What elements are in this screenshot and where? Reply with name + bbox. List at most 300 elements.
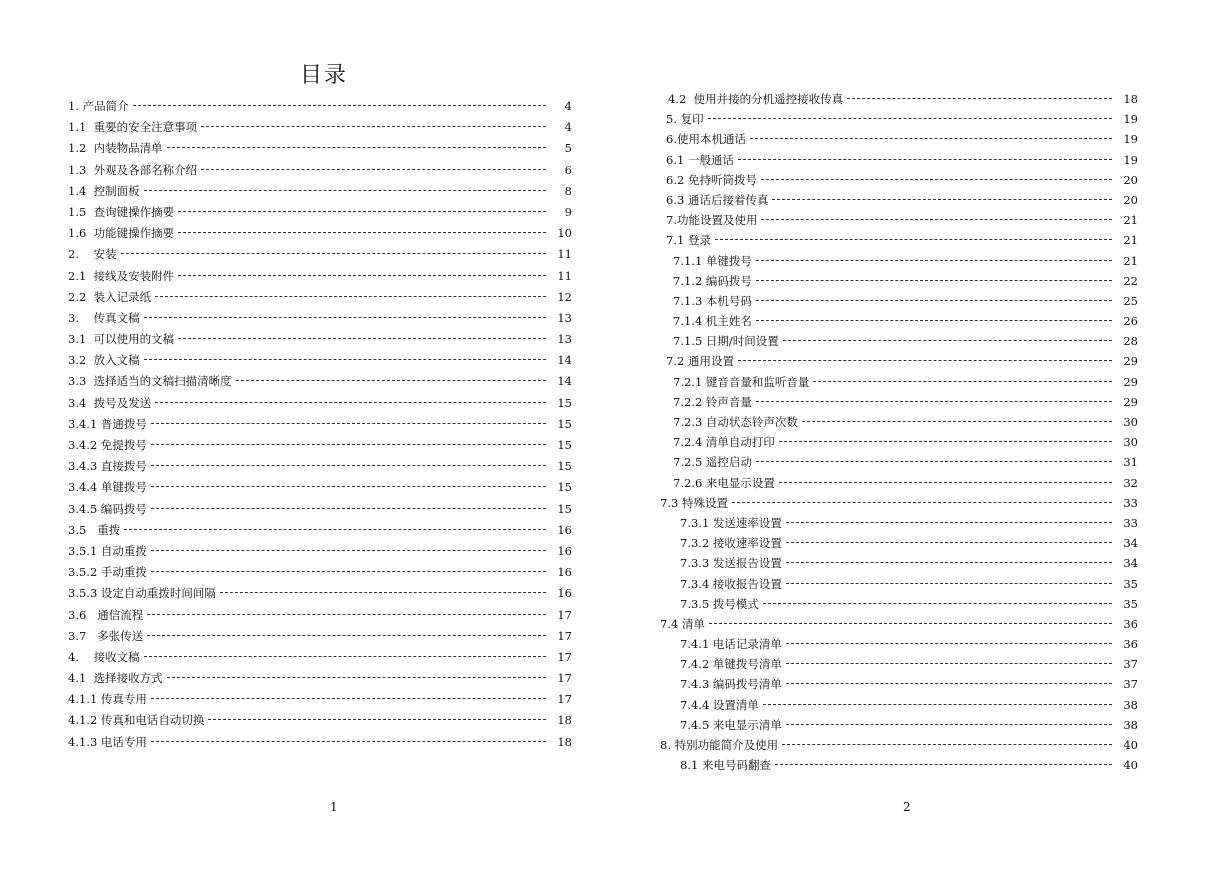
toc-entry[interactable] (68, 181, 572, 202)
toc-entry-page: 16 (557, 565, 572, 580)
toc-entry-number: 2.2 (68, 289, 87, 304)
toc-entry-number: 3. (68, 310, 79, 325)
toc-entry[interactable] (660, 574, 1138, 594)
toc-entry-page: 38 (1123, 717, 1138, 732)
toc-entry[interactable] (68, 371, 572, 392)
toc-entry-page: 15 (557, 501, 572, 516)
toc-entry-label: 编码拨号 (97, 501, 147, 516)
toc-entry-label: 来电号码翻查 (698, 758, 771, 773)
toc-entry-label: 电话专用 (97, 734, 147, 749)
toc-entry-number: 2. (68, 247, 79, 262)
toc-entry-label: 直接拨号 (97, 459, 147, 474)
left-page-number: 1 (330, 800, 338, 814)
toc-entry-number: 1.1 (68, 120, 87, 135)
toc-entry[interactable] (660, 170, 1138, 190)
toc-entry[interactable] (68, 732, 572, 753)
toc-entry-page: 29 (1123, 374, 1138, 389)
toc-entry-page: 36 (1123, 616, 1138, 631)
toc-entry-number: 1.6 (68, 226, 87, 241)
toc-leader-dashes (772, 199, 1112, 200)
toc-entry-number: 7.2.4 (673, 435, 703, 450)
toc-entry-page: 4 (564, 120, 572, 135)
toc-entry-label: 自动状态铃声次数 (702, 415, 798, 429)
toc-entry-label: 清单 (678, 616, 705, 631)
toc-entry-page: 15 (557, 416, 572, 431)
toc-entry-page: 26 (1123, 314, 1138, 329)
toc-entry[interactable] (68, 562, 572, 583)
toc-entry-label: 安装 (78, 247, 117, 262)
toc-entry-page: 12 (557, 289, 572, 304)
toc-entry-label: 传真文稿 (78, 310, 140, 325)
toc-entry-page: 15 (557, 438, 572, 452)
toc-leader-dashes (178, 211, 546, 212)
toc-entry-number: 3.5.3 (68, 586, 98, 601)
toc-entry-page: 28 (1123, 334, 1138, 349)
toc-entry-number: 7. (666, 213, 677, 228)
toc-entry-page: 25 (1123, 293, 1138, 308)
toc-leader-dashes (147, 635, 546, 636)
toc-entry-number: 6.1 (666, 152, 685, 167)
toc-entry-page: 5 (564, 141, 572, 156)
toc-entry-label: 遥控启动 (702, 455, 752, 470)
toc-entry[interactable] (660, 210, 1138, 230)
toc-entry[interactable] (68, 160, 572, 181)
toc-entry-label: 发送报告设置 (709, 556, 782, 571)
toc-leader-dashes (750, 138, 1112, 139)
toc-entry-number: 4.1 (68, 671, 87, 686)
toc-leader-dashes (756, 300, 1112, 301)
toc-entry-number: 3.3 (68, 374, 87, 389)
toc-leader-dashes (121, 253, 546, 254)
toc-entry[interactable] (660, 493, 1138, 513)
toc-entry[interactable] (68, 583, 572, 604)
toc-entry[interactable] (68, 287, 572, 308)
toc-entry-page: 16 (557, 522, 572, 537)
toc-entry[interactable] (660, 412, 1138, 432)
toc-entry-page: 31 (1123, 455, 1138, 470)
toc-entry-number: 3.4.5 (68, 501, 98, 516)
toc-entry-number: 6. (666, 132, 677, 147)
toc-leader-dashes (813, 381, 1112, 382)
toc-entry[interactable] (660, 372, 1138, 392)
toc-entry[interactable] (660, 271, 1138, 291)
toc-entry-page: 33 (1123, 515, 1138, 530)
toc-entry-label: 功能键操作摘要 (86, 226, 175, 241)
toc-entry-label: 外观及各部名称介绍 (86, 162, 198, 177)
toc-entry-page: 34 (1123, 556, 1138, 571)
toc-leader-dashes (151, 444, 546, 445)
toc-leader-dashes (178, 275, 546, 276)
toc-entry[interactable] (68, 710, 572, 731)
toc-entry-page: 35 (1123, 576, 1138, 591)
toc-leader-dashes (732, 502, 1112, 503)
toc-leader-dashes (786, 724, 1112, 725)
toc-entry-label: 通信流程 (86, 607, 144, 622)
toc-entry[interactable] (68, 329, 572, 350)
toc-title: 目录 (300, 63, 349, 88)
toc-entry-page: 21 (1123, 233, 1138, 248)
toc-leader-dashes (786, 643, 1112, 644)
toc-leader-dashes (782, 744, 1112, 745)
toc-leader-dashes (151, 465, 546, 466)
toc-entry-page: 20 (1123, 172, 1138, 187)
toc-entry[interactable] (660, 432, 1138, 452)
right-page-number: 2 (903, 800, 911, 814)
toc-entry-label: 通话后接着传真 (684, 192, 769, 207)
toc-entry-number: 7.1.4 (673, 314, 703, 329)
toc-entry-number: 4.1.2 (68, 713, 98, 728)
toc-entry-page: 6 (564, 162, 572, 177)
toc-entry[interactable] (660, 695, 1138, 715)
toc-leader-dashes (756, 401, 1112, 402)
toc-entry-page: 40 (1123, 738, 1138, 752)
toc-entry-label: 设定自动重拨时间间隔 (97, 586, 216, 601)
toc-entry-page: 34 (1123, 536, 1138, 551)
toc-entry-label: 接收文稿 (78, 649, 140, 664)
toc-entry-number: 4.1.1 (68, 692, 98, 707)
toc-leader-dashes (786, 583, 1112, 584)
toc-entry[interactable] (68, 689, 572, 710)
toc-entry[interactable] (660, 553, 1138, 573)
toc-entry-number: 7.4.1 (680, 637, 710, 652)
toc-entry[interactable] (68, 96, 572, 117)
toc-leader-dashes (756, 280, 1112, 281)
toc-entry-label: 登录 (684, 233, 711, 248)
toc-entry-number: 7.3 (660, 495, 679, 510)
toc-entry-number: 7.4.4 (680, 697, 710, 712)
toc-entry-page: 38 (1123, 697, 1138, 712)
toc-entry-page: 22 (1123, 273, 1138, 288)
toc-entry-number: 7.2.3 (673, 415, 703, 429)
toc-entry[interactable] (68, 520, 572, 541)
toc-entry-number: 8.1 (680, 758, 699, 773)
toc-leader-dashes (208, 719, 546, 720)
toc-entry-page: 33 (1123, 495, 1138, 510)
toc-entry[interactable] (660, 129, 1138, 149)
toc-entry-page: 19 (1123, 152, 1138, 167)
toc-entry-label: 键音音量和监听音量 (702, 374, 810, 389)
toc-leader-dashes (786, 522, 1112, 523)
toc-entry-number: 7.4 (660, 616, 679, 631)
toc-entry-page: 15 (557, 480, 572, 495)
toc-entry[interactable] (660, 251, 1138, 271)
toc-entry[interactable] (660, 513, 1138, 533)
toc-entry-number: 1.3 (68, 162, 87, 177)
toc-entry-label: 传真专用 (97, 692, 147, 707)
toc-entry-label: 选择适当的文稿扫描清晰度 (86, 374, 232, 389)
toc-entry-label: 来电显示清单 (709, 717, 782, 732)
toc-entry-label: 特殊设置 (678, 495, 728, 510)
toc-leader-dashes (786, 683, 1112, 684)
toc-entry-number: 1.2 (68, 141, 87, 156)
toc-entry-page: 36 (1123, 637, 1138, 652)
toc-entry-label: 编码拨号 (702, 273, 752, 288)
toc-entry[interactable] (660, 533, 1138, 553)
toc-entry-number: 7.4.2 (680, 657, 710, 672)
toc-entry-label: 单键拨号 (97, 480, 147, 495)
toc-leader-dashes (151, 698, 546, 699)
toc-entry-page: 40 (1123, 758, 1138, 773)
toc-entry-label: 单键拨号清单 (709, 657, 782, 672)
toc-entry[interactable] (660, 311, 1138, 331)
toc-entry[interactable] (660, 351, 1138, 371)
toc-entry[interactable] (68, 138, 572, 159)
toc-entry-page: 18 (1123, 92, 1138, 106)
toc-entry-label: 来电显示设置 (702, 475, 775, 490)
toc-entry-label: 放入文稿 (86, 353, 140, 368)
toc-entry-label: 可以使用的文稿 (86, 332, 175, 347)
toc-entry-number: 3.4 (68, 395, 87, 410)
toc-entry-number: 1. (68, 99, 79, 113)
toc-entry[interactable] (68, 223, 572, 244)
toc-leader-dashes (144, 317, 546, 318)
toc-leader-dashes (708, 118, 1112, 119)
toc-leader-dashes (763, 603, 1112, 604)
toc-entry-label: 使用本机通话 (676, 132, 746, 147)
toc-entry-number: 6.2 (666, 172, 685, 187)
toc-leader-dashes (779, 482, 1112, 483)
toc-entry-label: 控制面板 (86, 183, 140, 198)
toc-leader-dashes (756, 320, 1112, 321)
toc-leader-dashes (761, 179, 1112, 180)
toc-entry[interactable] (68, 308, 572, 329)
toc-entry[interactable] (660, 331, 1138, 351)
toc-entry-label: 复印 (676, 112, 704, 127)
toc-entry-number: 7.4.3 (680, 677, 710, 692)
toc-entry-page: 11 (557, 247, 572, 262)
toc-entry-label: 装入记录纸 (86, 289, 152, 304)
toc-entry[interactable] (660, 291, 1138, 311)
toc-entry-label: 一般通话 (684, 152, 734, 167)
toc-entry-number: 3.4.4 (68, 480, 98, 495)
toc-entry-label: 重拨 (86, 522, 121, 537)
toc-leader-dashes (715, 239, 1112, 240)
toc-entry-number: 7.2 (666, 354, 685, 369)
toc-entry-page: 17 (557, 628, 572, 643)
toc-entry-number: 3.5 (68, 522, 87, 537)
toc-entry-page: 17 (557, 607, 572, 622)
toc-entry-page: 14 (557, 374, 572, 389)
toc-leader-dashes (847, 98, 1112, 99)
toc-entry[interactable] (68, 202, 572, 223)
toc-entry-page: 13 (557, 332, 572, 347)
toc-entry-page: 19 (1123, 132, 1138, 147)
toc-entry-number: 8. (660, 738, 671, 752)
toc-entry-number: 3.6 (68, 607, 87, 622)
toc-entry-number: 3.5.2 (68, 565, 98, 580)
toc-entry-label: 日期/时间设置 (702, 334, 779, 349)
toc-entry[interactable] (660, 89, 1138, 109)
right-page (614, 0, 1228, 870)
toc-entry[interactable] (660, 634, 1138, 654)
toc-entry-label: 特别功能简介及使用 (670, 738, 779, 752)
toc-entry-number: 7.4.5 (680, 717, 710, 732)
toc-leader-dashes (144, 359, 546, 360)
toc-entry-label: 自动重拨 (97, 543, 147, 558)
toc-entry-number: 7.2.5 (673, 455, 703, 470)
toc-entry-page: 32 (1123, 475, 1138, 490)
toc-entry-page: 16 (557, 586, 572, 601)
toc-entry-page: 29 (1123, 354, 1138, 369)
toc-leader-dashes (144, 656, 546, 657)
toc-entry[interactable] (68, 541, 572, 562)
toc-entry-number: 3.4.1 (68, 416, 98, 431)
toc-leader-dashes (802, 421, 1112, 422)
toc-leader-dashes (178, 338, 546, 339)
toc-entry[interactable] (660, 735, 1138, 755)
toc-entry-label: 单键拨号 (702, 253, 752, 268)
toc-leader-dashes (738, 360, 1112, 361)
toc-entry-number: 1.4 (68, 183, 87, 198)
toc-entry-number: 3.7 (68, 628, 87, 643)
toc-leader-dashes (775, 764, 1112, 765)
toc-entry-label: 查询键操作摘要 (86, 204, 175, 219)
toc-entry-number: 1.5 (68, 204, 87, 219)
toc-leader-dashes (201, 169, 546, 170)
toc-leader-dashes (756, 461, 1112, 462)
toc-leader-dashes (151, 741, 546, 742)
toc-entry[interactable] (68, 605, 572, 626)
toc-entry[interactable] (660, 392, 1138, 412)
toc-leader-dashes (144, 190, 546, 191)
toc-leader-dashes (783, 340, 1112, 341)
toc-entry[interactable] (68, 477, 572, 498)
toc-entry[interactable] (68, 244, 572, 265)
toc-entry-label: 接收报告设置 (709, 576, 782, 591)
toc-entry-number: 7.3.1 (680, 515, 710, 530)
toc-entry[interactable] (660, 614, 1138, 634)
toc-leader-dashes (786, 663, 1112, 664)
toc-entry-page: 17 (557, 671, 572, 686)
toc-entry-label: 手动重拨 (97, 565, 147, 580)
toc-entry-label: 产品简介 (78, 99, 129, 113)
toc-entry[interactable] (660, 715, 1138, 735)
toc-entry-label: 机主姓名 (702, 314, 752, 329)
toc-leader-dashes (151, 508, 546, 509)
toc-entry-label: 铃声音量 (702, 394, 752, 409)
toc-entry-number: 7.1.1 (673, 253, 703, 268)
toc-entry-label: 免持听筒拨号 (684, 172, 757, 187)
toc-leader-dashes (167, 677, 546, 678)
toc-entry[interactable] (68, 393, 572, 414)
toc-leader-dashes (763, 704, 1112, 705)
toc-entry-page: 18 (557, 734, 572, 749)
toc-entry-page: 17 (557, 649, 572, 664)
toc-entry[interactable] (660, 473, 1138, 493)
toc-entry-number: 7.2.6 (673, 475, 703, 490)
toc-entry-page: 18 (557, 713, 572, 728)
toc-leader-dashes (738, 159, 1112, 160)
toc-entry-page: 30 (1123, 415, 1138, 429)
toc-entry-label: 发送速率设置 (709, 515, 782, 530)
toc-entry[interactable] (68, 499, 572, 520)
toc-entry-number: 7.1.2 (673, 273, 703, 288)
toc-entry-page: 10 (557, 226, 572, 241)
toc-entry[interactable] (68, 647, 572, 668)
toc-leader-dashes (151, 550, 546, 551)
toc-entry-number: 2.1 (68, 268, 87, 283)
toc-entry[interactable] (660, 230, 1138, 250)
toc-leader-dashes (151, 423, 546, 424)
toc-entry-label: 传真和电话自动切换 (97, 713, 205, 728)
toc-entry[interactable] (660, 452, 1138, 472)
toc-entry-page: 4 (564, 99, 572, 113)
toc-entry[interactable] (68, 266, 572, 287)
toc-entry[interactable] (68, 350, 572, 371)
toc-entry[interactable] (660, 594, 1138, 614)
toc-leader-dashes (761, 219, 1112, 220)
toc-entry-number: 6.3 (666, 192, 685, 207)
toc-entry-number: 7.2.2 (673, 394, 703, 409)
toc-entry[interactable] (68, 117, 572, 138)
toc-entry-number: 3.2 (68, 353, 87, 368)
toc-entry-number: 5. (666, 112, 677, 127)
toc-entry-page: 19 (1123, 112, 1138, 127)
toc-entry-label: 接线及安装附件 (86, 268, 175, 283)
toc-entry[interactable] (660, 755, 1138, 775)
toc-entry[interactable] (660, 109, 1138, 129)
toc-entry-page: 37 (1123, 677, 1138, 692)
toc-entry-label: 功能设置及使用 (676, 213, 758, 228)
toc-entry[interactable] (68, 668, 572, 689)
toc-entry-number: 7.3.4 (680, 576, 710, 591)
toc-entry-label: 拨号模式 (709, 596, 759, 611)
toc-entry-number: 7.3.2 (680, 536, 710, 551)
toc-entry[interactable] (68, 414, 572, 435)
toc-entry-page: 37 (1123, 657, 1138, 672)
toc-entry-label: 拨号及发送 (86, 395, 152, 410)
toc-entry-number: 4.1.3 (68, 734, 98, 749)
toc-leader-dashes (756, 260, 1112, 261)
toc-entry-number: 3.5.1 (68, 543, 98, 558)
toc-entry[interactable] (68, 435, 572, 456)
toc-entry-page: 15 (557, 459, 572, 474)
toc-entry-label: 选择接收方式 (86, 671, 163, 686)
toc-entry-page: 13 (557, 310, 572, 325)
toc-entry-number: 4.2 (668, 92, 687, 106)
toc-entry-page: 9 (564, 204, 572, 219)
toc-entry-label: 设置清单 (709, 697, 759, 712)
toc-entry-page: 15 (557, 395, 572, 410)
toc-entry-page: 21 (1123, 253, 1138, 268)
toc-entry[interactable] (660, 654, 1138, 674)
toc-entry-page: 14 (557, 353, 572, 368)
toc-entry-number: 4. (68, 649, 79, 664)
toc-entry-label: 免提拨号 (97, 438, 147, 452)
toc-leader-dashes (124, 529, 546, 530)
toc-entry-label: 清单自动打印 (702, 435, 775, 450)
toc-entry-label: 多张传送 (86, 628, 144, 643)
toc-entry-label: 使用并接的分机遥控接收传真 (686, 92, 844, 106)
toc-entry-page: 29 (1123, 394, 1138, 409)
toc-entry[interactable] (68, 456, 572, 477)
toc-entry[interactable] (660, 150, 1138, 170)
toc-entry[interactable] (68, 626, 572, 647)
toc-leader-dashes (709, 623, 1112, 624)
toc-entry-page: 16 (557, 543, 572, 558)
toc-entry-label: 编码拨号清单 (709, 677, 782, 692)
toc-entry-page: 30 (1123, 435, 1138, 450)
toc-entry[interactable] (660, 190, 1138, 210)
toc-entry-label: 内装物品清单 (86, 141, 163, 156)
toc-leader-dashes (167, 147, 546, 148)
toc-leader-dashes (786, 562, 1112, 563)
toc-entry-label: 接收速率设置 (709, 536, 782, 551)
toc-entry[interactable] (660, 674, 1138, 694)
toc-entry-label: 普通拨号 (97, 416, 147, 431)
left-toc-list (68, 96, 572, 753)
toc-entry-page: 11 (557, 268, 572, 283)
